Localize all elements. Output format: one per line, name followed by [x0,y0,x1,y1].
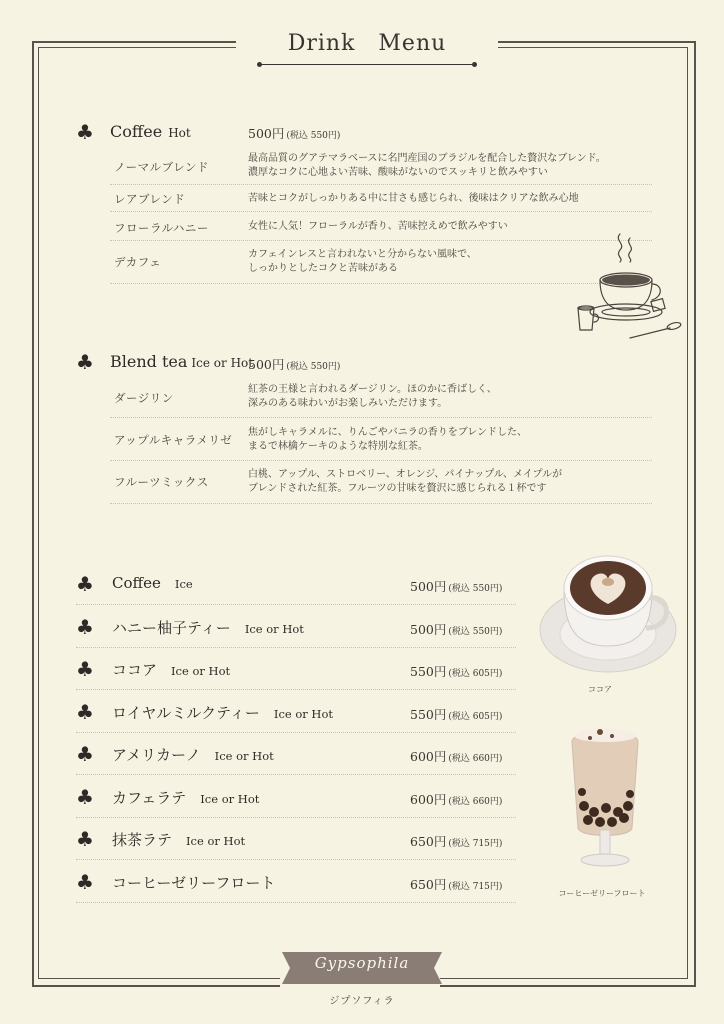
club-icon: ♣ [76,350,94,374]
menu-item-name: カフェラテ Ice or Hot [112,789,260,807]
club-icon: ♣ [76,700,94,724]
menu-item-price: 650円 (税込 715円) [410,877,503,892]
menu-row [76,690,516,733]
coffee-jelly-float-photo [560,726,650,878]
club-icon: ♣ [76,615,94,639]
menu-item-name: 抹茶ラテ Ice or Hot [112,831,246,849]
menu-item-name: アメリカーノ Ice or Hot [112,746,274,764]
item-name: ノーマルブレンド [114,160,209,174]
club-icon: ♣ [76,120,94,144]
menu-row [76,817,516,860]
menu-item-price: 600円 (税込 660円) [410,792,503,807]
list-item [110,146,652,185]
item-name: レアブレンド [114,192,186,206]
list-item [110,375,652,418]
item-desc: 紅茶の王様と言われるダージリン。ほのかに香ばしく、 深みのある味わいがお楽しみいただけます。 [248,384,497,409]
menu-item-price: 500円 (税込 550円) [410,579,503,594]
title-dot-right [472,62,477,67]
list-item [110,418,652,461]
menu-item-price: 550円 (税込 605円) [410,664,503,679]
cocoa-photo [536,546,680,678]
club-icon: ♣ [76,572,94,596]
item-desc: 女性に人気！フローラルが香り、苦味控えめで飲みやすい [248,221,508,232]
menu-row [76,860,516,903]
menu-item-price: 600円 (税込 660円) [410,749,503,764]
title-dot-left [257,62,262,67]
menu-item-option: Ice or Hot [200,792,260,806]
title-underline [259,64,475,65]
club-icon: ♣ [76,785,94,809]
float-caption: コーヒーゼリーフロート [558,889,646,898]
menu-item-option: Ice or Hot [214,749,274,763]
list-item [110,461,652,504]
club-icon: ♣ [76,827,94,851]
menu-row [76,605,516,648]
brand-logo: Gypsophila [314,954,410,972]
club-icon: ♣ [76,657,94,681]
item-name: アップルキャラメリゼ [114,433,233,447]
price: 500円 [248,357,285,372]
menu-row [76,647,516,690]
menu-row [76,562,516,605]
menu-item-option: Ice or Hot [273,707,334,721]
section-sub: Hot [168,126,191,140]
item-desc: 最高品質のグアテマラベースに名門産国のブラジルを配合した贅沢なブレンド。 濃厚なコクに心地よい苦味、酸味がないのでスッキリと飲みやすい [248,153,606,178]
section-price-coffee [248,124,340,142]
cocoa-caption: ココア [588,685,612,694]
section-price-blend-tea [248,355,340,373]
list-item [110,185,652,212]
menu-item-price: 500円 (税込 550円) [410,622,503,637]
section-name: Coffee [110,122,163,141]
menu-item-option: Ice or Hot [244,622,304,636]
menu-item-price: 550円 (税込 605円) [410,707,503,722]
menu-item-option: Ice or Hot [171,664,231,678]
club-icon: ♣ [76,870,94,894]
menu-item-name: Coffee Ice [112,574,193,592]
brand-kana: ジプソフィラ [329,996,395,1007]
page-title: Drink Menu [287,31,447,56]
item-desc: 焦がしキャラメルに、りんごやバニラの香りをブレンドした、 まるで林檎ケーキのような特別な紅茶。 [248,427,528,452]
menu-item-name: ロイヤルミルクティー Ice or Hot [112,704,334,722]
coffee-cup-illustration [570,230,686,346]
item-name: デカフェ [114,255,162,269]
menu-item-price: 650円 (税込 715円) [410,834,503,849]
item-desc: カフェインレスと言われないと分からない風味で、 しっかりとしたコクと苦味がある [248,249,477,274]
menu-item-name: ハニー柚子ティー Ice or Hot [112,619,304,637]
section-name: Blend tea [110,352,188,371]
item-name: フローラルハニー [114,221,209,235]
section-title-blend-tea [110,352,253,371]
menu-item-option: Ice or Hot [186,834,246,848]
item-name: ダージリン [114,391,174,405]
menu-item-name: コーヒーゼリーフロート [112,874,276,892]
menu-row [76,732,516,775]
item-name: フルーツミックス [114,475,209,489]
price: 500円 [248,126,285,141]
menu-row [76,775,516,818]
section-sub: Ice or Hot [191,356,254,370]
menu-item-name: ココア Ice or Hot [112,661,231,679]
item-desc: 苦味とコクがしっかりある中に甘さも感じられ、後味はクリアな飲み心地 [248,193,579,204]
menu-item-option: Ice [174,577,193,591]
item-desc: 白桃、アップル、ストロベリー、オレンジ、パイナップル、メイプルが ブレンドされた紅茶。フルーツの甘味を贅沢に感じられる１杯です [248,469,563,494]
club-icon: ♣ [76,742,94,766]
tax-price: (税込 550円) [286,362,341,372]
section-title-coffee [110,122,191,141]
tax-price: (税込 550円) [286,131,341,141]
